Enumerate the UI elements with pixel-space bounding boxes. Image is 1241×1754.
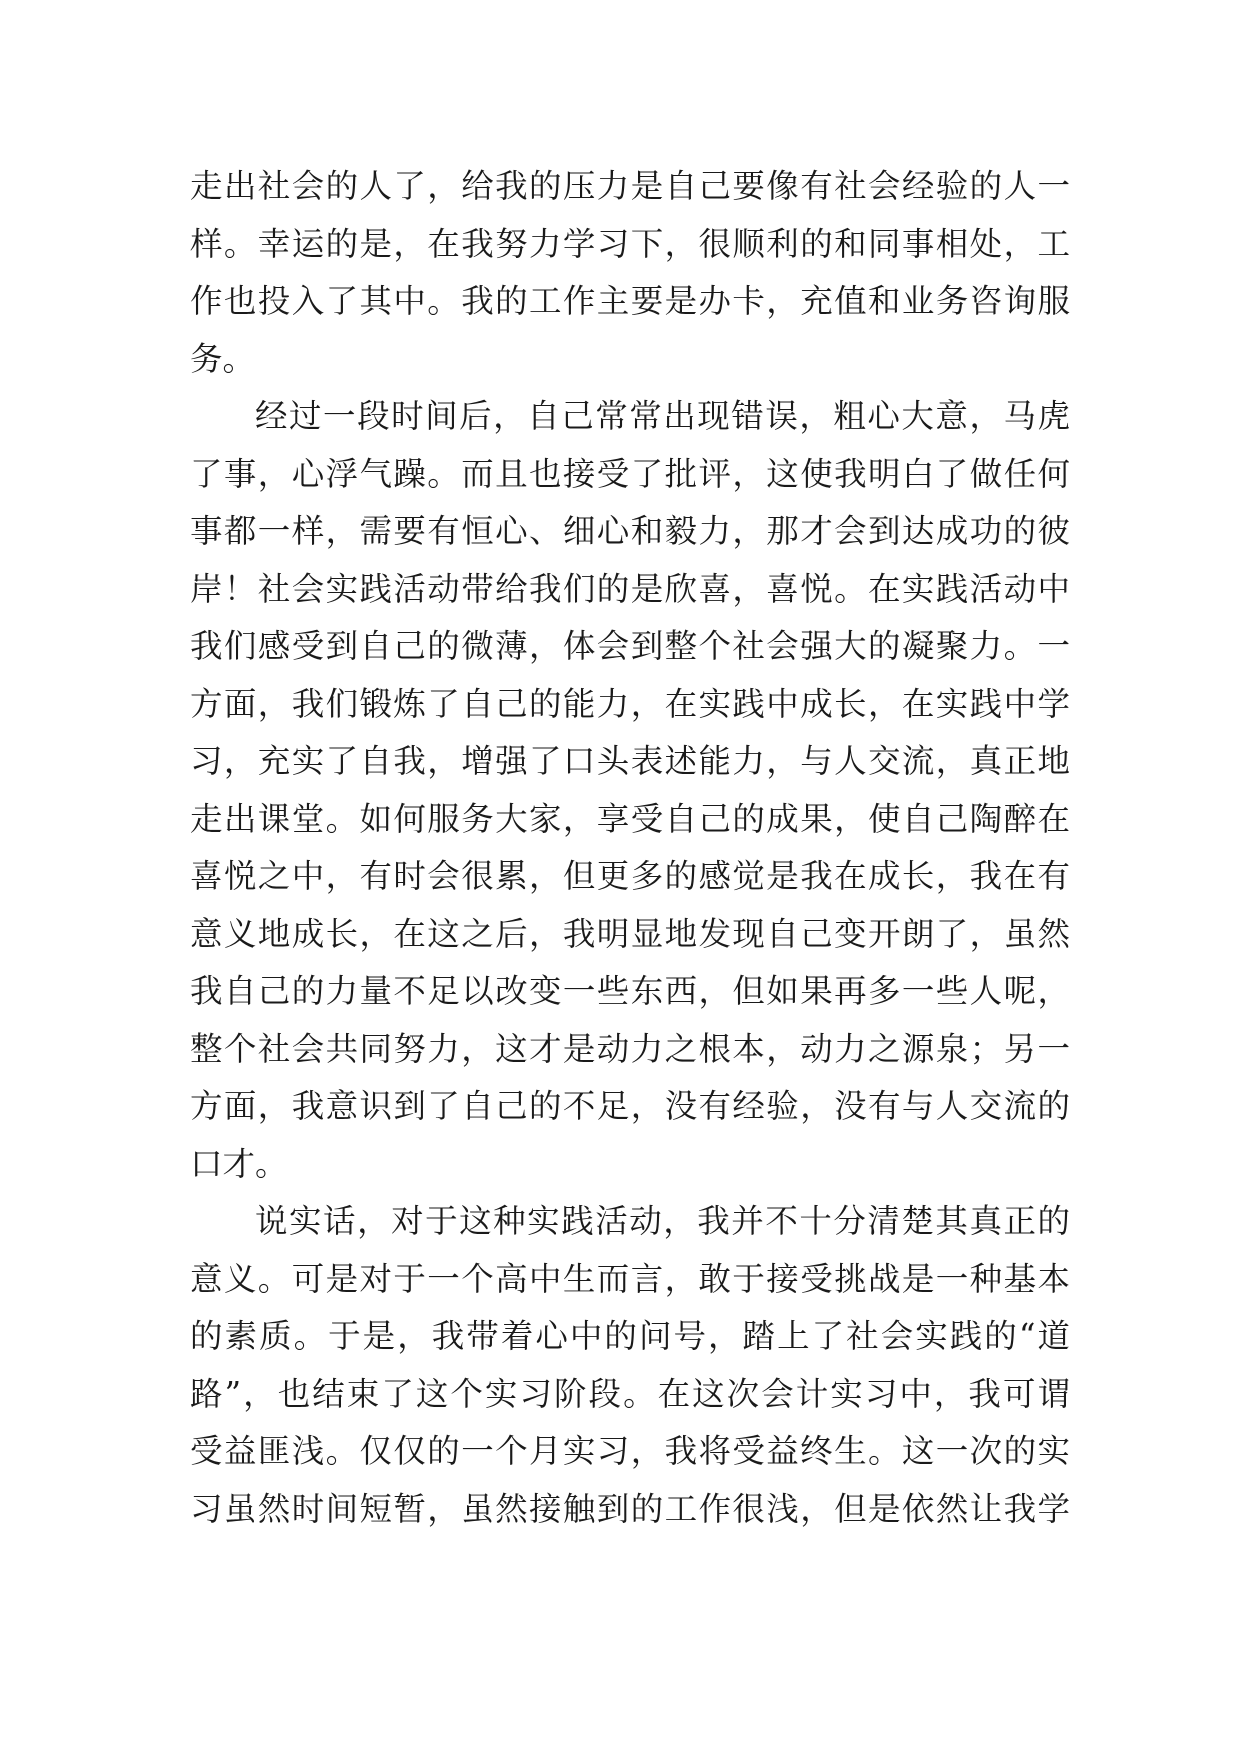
text-line: 整个社会共同努力，这才是动力之根本，动力之源泉；另一 — [190, 1029, 1070, 1068]
text-line: 样。幸运的是，在我努力学习下，很顺利的和同事相处，工 — [190, 224, 1070, 263]
text-line: 走出课堂。如何服务大家，享受自己的成果，使自己陶醉在 — [190, 799, 1070, 838]
text-line: 受益匪浅。仅仅的一个月实习，我将受益终生。这一次的实 — [190, 1432, 1070, 1470]
text-line: 事都一样，需要有恒心、细心和毅力，那才会到达成功的彼 — [190, 512, 1070, 550]
text-line: 习，充实了自我，增强了口头表述能力，与人交流，真正地 — [190, 742, 1070, 780]
text-line: 喜悦之中，有时会很累，但更多的感觉是我在成长，我在有 — [190, 857, 1070, 895]
text-line: 的素质。于是，我带着心中的问号，踏上了社会实践的“道 — [190, 1317, 1070, 1355]
text-line: 习虽然时间短暂，虽然接触到的工作很浅，但是依然让我学 — [190, 1489, 1070, 1528]
text-line: 方面，我们锻炼了自己的能力，在实践中成长，在实践中学 — [190, 684, 1070, 723]
text-line: 意义地成长，在这之后，我明显地发现自己变开朗了，虽然 — [190, 914, 1070, 953]
text-line: 我们感受到自己的微薄，体会到整个社会强大的凝聚力。一 — [190, 627, 1070, 665]
text-line: 了事，心浮气躁。而且也接受了批评，这使我明白了做任何 — [190, 454, 1070, 493]
paragraph-first-line: 说实话，对于这种实践活动，我并不十分清楚其真正的 — [255, 1202, 1070, 1240]
text-line: 岸！社会实践活动带给我们的是欣喜，喜悦。在实践活动中 — [190, 569, 1070, 608]
text-line: 走出社会的人了，给我的压力是自己要像有社会经验的人一 — [190, 167, 1070, 205]
text-line: 路”，也结束了这个实习阶段。在这次会计实习中，我可谓 — [190, 1374, 1070, 1413]
text-line: 我自己的力量不足以改变一些东西，但如果再多一些人呢， — [190, 972, 1070, 1010]
body-text — [190, 158, 1070, 1538]
paragraph-first-line: 经过一段时间后，自己常常出现错误，粗心大意，马虎 — [255, 397, 1070, 435]
text-line: 方面，我意识到了自己的不足，没有经验，没有与人交流的 — [190, 1087, 1070, 1125]
text-line: 意义。可是对于一个高中生而言，敢于接受挑战是一种基本 — [190, 1259, 1070, 1298]
text-line: 作也投入了其中。我的工作主要是办卡，充值和业务咨询服 — [190, 282, 1070, 320]
text-line: 务。 — [190, 339, 256, 378]
text-line: 口才。 — [190, 1144, 288, 1183]
